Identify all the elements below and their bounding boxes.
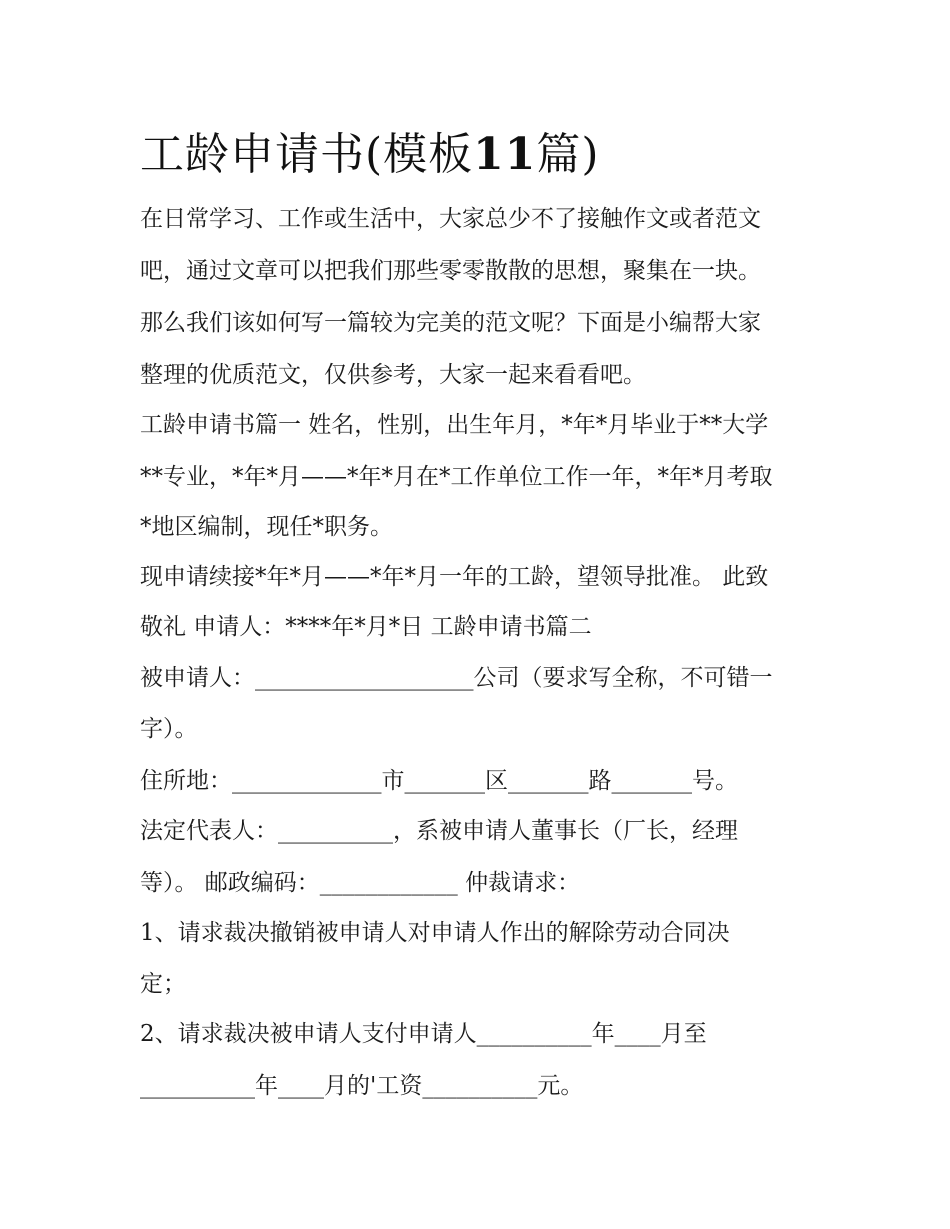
paragraph-line: 定； — [140, 971, 186, 997]
paragraph-line: 整理的优质范文，仅供参考，大家一起来看看吧。 — [140, 362, 646, 388]
paragraph-line: 住所地：_____________市_______区_______路_______号。 — [140, 768, 738, 794]
document-title — [140, 118, 600, 182]
paragraph-line: 法定代表人：__________，系被申请人董事长（厂长，经理 — [140, 818, 738, 844]
paragraph-line: 在日常学习、工作或生活中，大家总少不了接触作文或者范文 — [140, 206, 761, 232]
title-suffix: 篇) — [536, 129, 600, 180]
paragraph-line: 2、请求裁决被申请人支付申请人__________年____月至 — [140, 1021, 707, 1047]
paragraph-line: 被申请人：___________________公司（要求写全称，不可错一 — [140, 665, 773, 691]
paragraph-line: *地区编制，现任*职务。 — [140, 514, 393, 540]
paragraph-line: 1、请求裁决撤销被申请人对申请人作出的解除劳动合同决 — [140, 920, 730, 946]
paragraph-line: 现申请续接*年*月——*年*月一年的工龄，望领导批准。 此致 — [140, 564, 769, 590]
paragraph-line: 敬礼 申请人：****年*月*日 工龄申请书篇二 — [140, 614, 592, 640]
title-number: 11 — [473, 129, 537, 180]
title-prefix: 工龄申请书(模板 — [140, 129, 474, 180]
paragraph-line: 吧，通过文章可以把我们那些零零散散的思想，聚集在一块。 — [140, 258, 761, 284]
paragraph-line: 那么我们该如何写一篇较为完美的范文呢？下面是小编帮大家 — [140, 310, 761, 336]
paragraph-line: 工龄申请书篇一 姓名，性别，出生年月，*年*月毕业于**大学 — [140, 412, 769, 438]
paragraph-line: 等）。 邮政编码：____________ 仲裁请求： — [140, 870, 581, 896]
paragraph-line: **专业，*年*月——*年*月在*工作单位工作一年，*年*月考取 — [140, 464, 773, 490]
paragraph-line: __________年____月的'工资__________元。 — [140, 1073, 584, 1099]
paragraph-line: 字）。 — [140, 716, 198, 742]
